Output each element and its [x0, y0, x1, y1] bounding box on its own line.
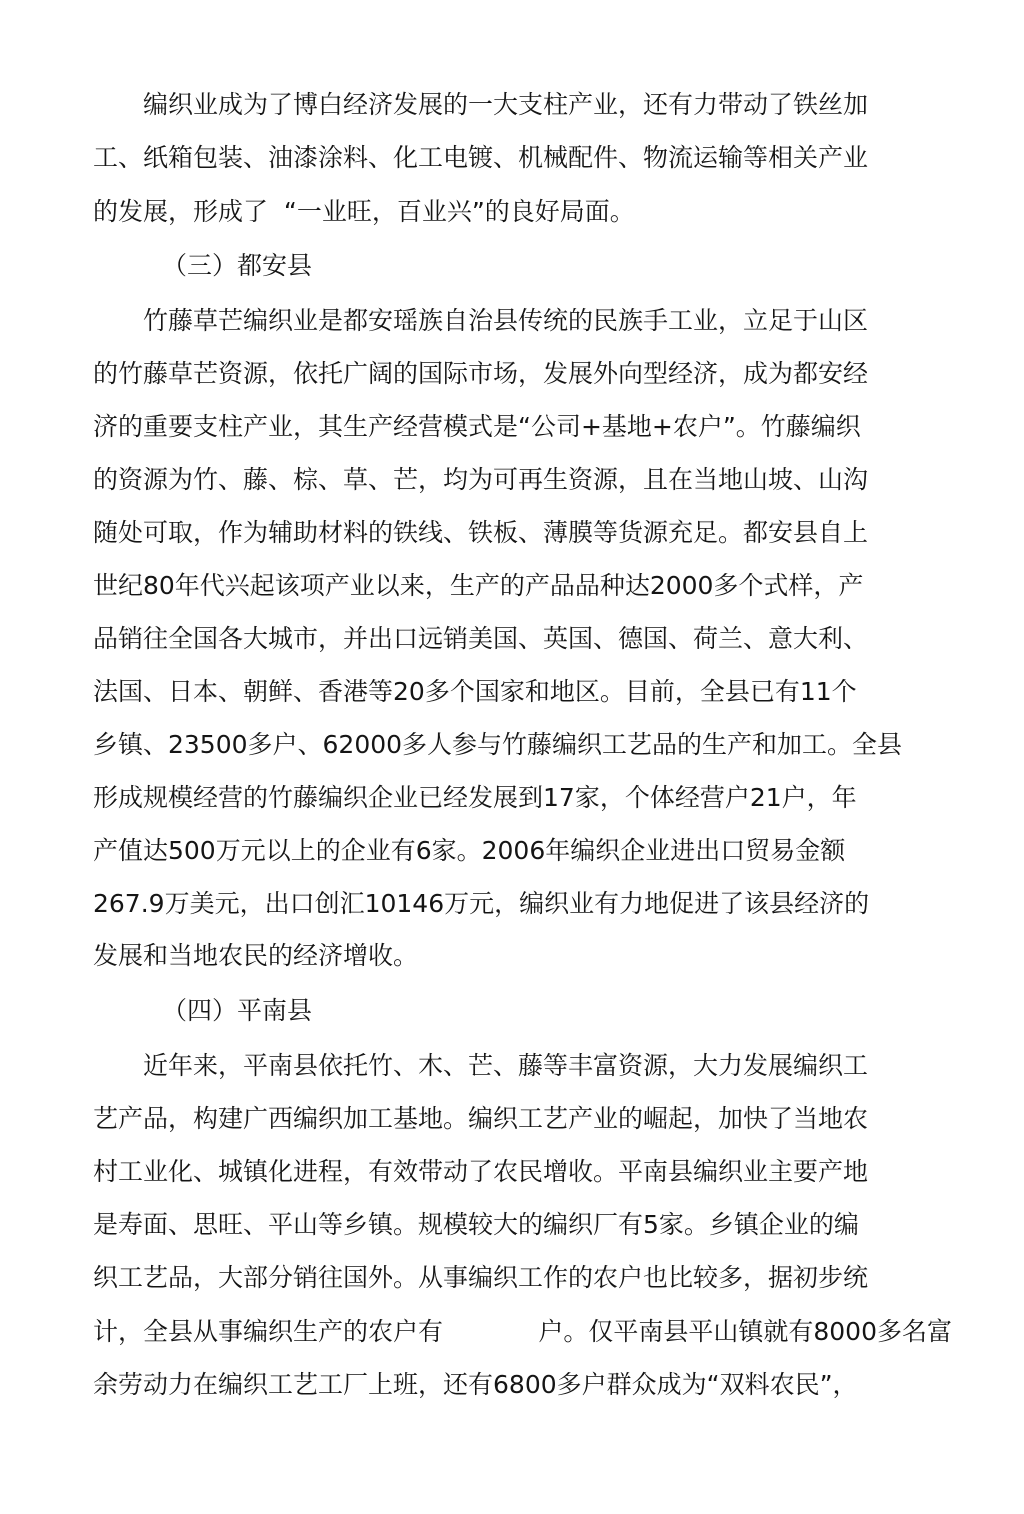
paragraph-line: 形成规模经营的竹藤编织企业已经发展到17家，个体经营户21户，年	[93, 783, 857, 812]
paragraph-line: 品销往全国各大城市，并出口远销美国、英国、德国、荷兰、意大利、	[93, 624, 869, 653]
section-heading: （三）都安县	[162, 251, 313, 280]
paragraph-line: 工、纸箱包装、油漆涂料、化工电镀、机械配件、物流运输等相关产业	[93, 143, 869, 172]
paragraph-line: 世纪80年代兴起该项产业以来，生产的产品品种达2000多个式样，产	[93, 571, 864, 600]
paragraph-line: 的资源为竹、藤、棕、草、芒，均为可再生资源，且在当地山坡、山沟	[93, 465, 869, 494]
paragraph-line: 济的重要支柱产业，其生产经营模式是“公司+基地+农户”。竹藤编织	[93, 412, 861, 441]
paragraph-line: 织工艺品，大部分销往国外。从事编织工作的农户也比较多，据初步统	[93, 1263, 869, 1292]
paragraph-line: 随处可取，作为辅助材料的铁线、铁板、薄膜等货源充足。都安县自上	[93, 518, 869, 547]
paragraph-line: 计，全县从事编织生产的农户有 户。仅平南县平山镇就有8000多名富	[93, 1317, 952, 1346]
paragraph-line: 法国、日本、朝鲜、香港等20多个国家和地区。目前，全县已有11个	[93, 677, 857, 706]
paragraph-line: 乡镇、23500多户、62000多人参与竹藤编织工艺品的生产和加工。全县	[93, 730, 903, 759]
paragraph-line: 余劳动力在编织工艺工厂上班，还有6800多户群众成为“双料农民”，	[93, 1370, 858, 1399]
paragraph-line: 编织业成为了博白经济发展的一大支柱产业，还有力带动了铁丝加	[143, 90, 869, 119]
paragraph-line: 267.9万美元，出口创汇10146万元，编织业有力地促进了该县经济的	[93, 889, 870, 918]
paragraph-line: 产值达500万元以上的企业有6家。2006年编织企业进出口贸易金额	[93, 836, 846, 865]
paragraph-line: 是寿面、思旺、平山等乡镇。规模较大的编织厂有5家。乡镇企业的编	[93, 1210, 859, 1239]
paragraph-line: 村工业化、城镇化进程，有效带动了农民增收。平南县编织业主要产地	[93, 1157, 869, 1186]
paragraph-line: 竹藤草芒编织业是都安瑶族自治县传统的民族手工业，立足于山区	[143, 306, 869, 335]
section-heading: （四）平南县	[162, 996, 313, 1025]
paragraph-line: 艺产品，构建广西编织加工基地。编织工艺产业的崛起，加快了当地农	[93, 1104, 869, 1133]
paragraph-line: 近年来，平南县依托竹、木、芒、藤等丰富资源，大力发展编织工	[143, 1051, 869, 1080]
paragraph-line: 的竹藤草芒资源，依托广阔的国际市场，发展外向型经济，成为都安经	[93, 359, 869, 388]
paragraph-line: 发展和当地农民的经济增收。	[93, 941, 419, 970]
paragraph-line: 的发展，形成了 “一业旺，百业兴”的良好局面。	[93, 197, 635, 226]
